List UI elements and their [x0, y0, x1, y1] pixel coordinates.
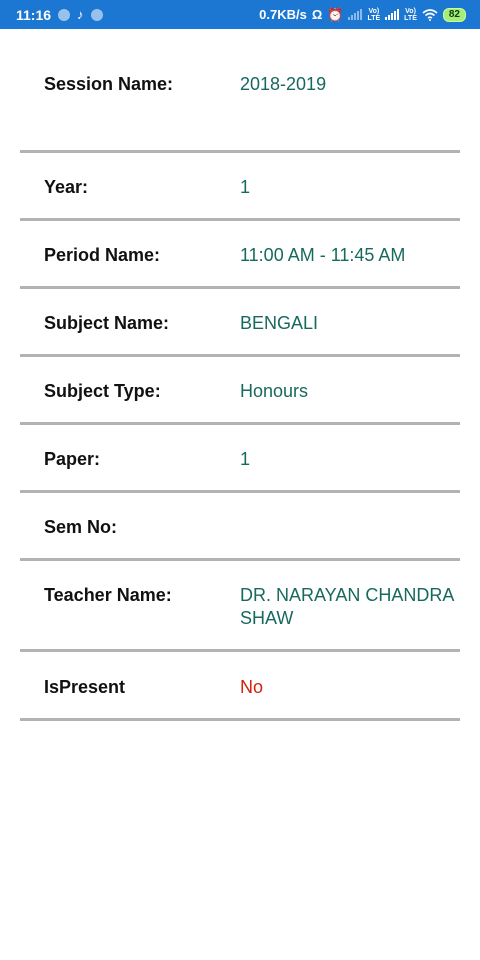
wifi-icon: [422, 9, 438, 21]
detail-row-paper: [20, 425, 460, 493]
is-present-value: No: [240, 677, 264, 697]
subject-name-value: BENGALI: [240, 313, 319, 333]
volte-icon-1: Vo) LTE: [367, 7, 381, 22]
teacher-name-label: Teacher Name:: [44, 585, 172, 605]
signal-icon-1: [348, 9, 362, 20]
alarm-off-icon: ⏰: [327, 6, 344, 22]
year-value: 1: [240, 177, 251, 197]
tiktok-icon: ♪: [77, 7, 84, 22]
session-name-label: Session Name:: [44, 74, 174, 94]
battery-icon: 82: [443, 8, 466, 22]
status-time: 11:16: [16, 6, 52, 23]
session-name-value: 2018-2019: [240, 74, 327, 94]
subject-type-label: Subject Type:: [44, 381, 161, 401]
notification-icon-2: [91, 9, 103, 21]
period-name-value: 11:00 AM - 11:45 AM: [240, 245, 406, 265]
signal-icon-2: [385, 9, 399, 20]
details-list: [0, 29, 480, 721]
detail-row-year: [20, 153, 460, 221]
paper-value: 1: [240, 449, 251, 469]
subject-name-label: Subject Name:: [44, 313, 170, 333]
detail-row-session-name: [20, 65, 460, 153]
year-label: Year:: [44, 177, 89, 197]
network-speed: 0.7KB/s: [259, 7, 307, 22]
detail-row-teacher-name: [20, 561, 460, 652]
detail-row-sem-no: [20, 493, 460, 561]
notification-icon: [58, 9, 70, 21]
detail-row-period-name: [20, 221, 460, 289]
detail-row-subject-type: [20, 357, 460, 425]
detail-row-subject-name: [20, 289, 460, 357]
period-name-label: Period Name:: [44, 245, 161, 265]
detail-row-is-present: [20, 652, 460, 721]
paper-label: Paper:: [44, 449, 101, 469]
subject-type-value: Honours: [240, 381, 309, 401]
is-present-label: IsPresent: [44, 677, 126, 697]
headphones-icon: Ω: [311, 7, 323, 22]
sem-no-label: Sem No:: [44, 517, 118, 537]
volte-icon-2: Vo) LTE: [404, 7, 417, 22]
teacher-name-value: DR. NARAYAN CHANDRA SHAW: [240, 585, 454, 628]
status-bar: [0, 0, 480, 29]
